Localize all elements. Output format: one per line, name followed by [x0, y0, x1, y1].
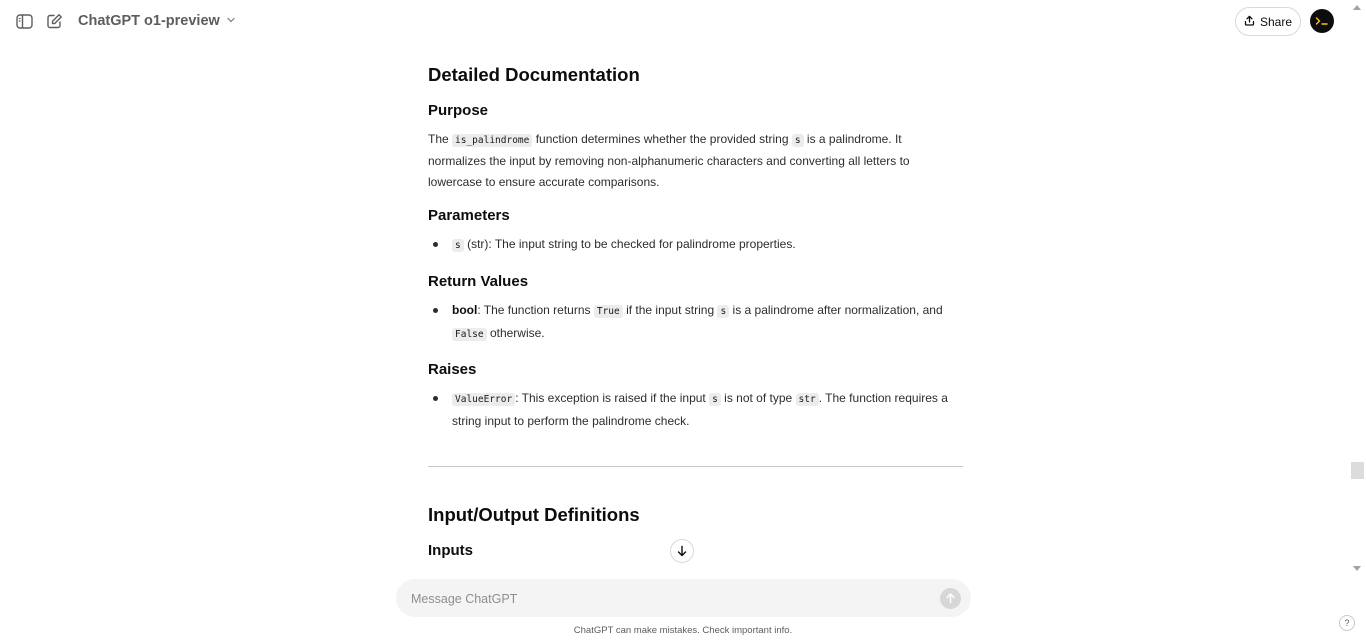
scroll-to-bottom-button[interactable]: [670, 539, 694, 563]
share-label: Share: [1259, 14, 1293, 29]
inline-code: s: [709, 393, 721, 406]
scroll-up-arrow-icon[interactable]: [1353, 5, 1361, 10]
model-name: ChatGPT o1-preview: [78, 13, 220, 29]
new-chat-icon[interactable]: [44, 11, 64, 31]
raises-heading: Raises: [428, 361, 477, 378]
sidebar-toggle-icon[interactable]: [14, 11, 34, 31]
inline-code: False: [452, 328, 487, 341]
inline-code: ValueError: [452, 393, 515, 406]
scrollbar[interactable]: [1349, 0, 1366, 579]
model-switcher[interactable]: [78, 13, 236, 29]
conversation-content: [428, 0, 964, 579]
message-input[interactable]: [411, 589, 911, 608]
scroll-down-arrow-icon[interactable]: [1353, 566, 1361, 571]
inline-code: True: [594, 305, 623, 318]
inline-code: s: [717, 305, 729, 318]
purpose-paragraph: The is_palindrome function determines whether the provided string s is a palindrome. It normalizes the input by removing non-alphanumeric characters and converting all letters to lowercase to ensure accurate comparisons.: [428, 132, 910, 189]
help-button[interactable]: ?: [1339, 615, 1355, 631]
disclaimer: ChatGPT can make mistakes. Check important info.: [573, 625, 793, 636]
message-composer: [396, 579, 971, 617]
terminal-icon: [1315, 16, 1329, 26]
inline-code: str: [796, 393, 819, 406]
parameters-heading: Parameters: [428, 207, 510, 224]
share-button[interactable]: [1235, 7, 1301, 36]
arrow-up-icon: [945, 593, 956, 604]
arrow-down-icon: [676, 545, 688, 557]
inputs-heading: Inputs: [428, 542, 473, 559]
inline-code: s: [792, 134, 804, 147]
list-item: s (str): The input string to be checked for palindrome properties.: [428, 234, 958, 257]
purpose-heading: Purpose: [428, 102, 489, 119]
inline-code: is_palindrome: [452, 134, 532, 147]
scrollbar-thumb[interactable]: [1351, 462, 1364, 479]
divider: [428, 466, 963, 467]
section-title: Detailed Documentation: [428, 64, 640, 85]
list-item: bool: The function returns True if the input string s is a palindrome after normalization, and False otherwise.: [428, 300, 963, 345]
send-button[interactable]: [940, 588, 961, 609]
return-values-heading: Return Values: [428, 273, 529, 290]
inline-code: s: [452, 239, 464, 252]
share-icon: [1244, 15, 1255, 29]
io-section-title: Input/Output Definitions: [428, 504, 640, 525]
chevron-down-icon: [226, 13, 236, 29]
avatar[interactable]: [1310, 9, 1334, 33]
list-item: ValueError : This exception is raised if the input s is not of type str . The function requires a string input to perform the palindrome check.: [428, 388, 963, 432]
